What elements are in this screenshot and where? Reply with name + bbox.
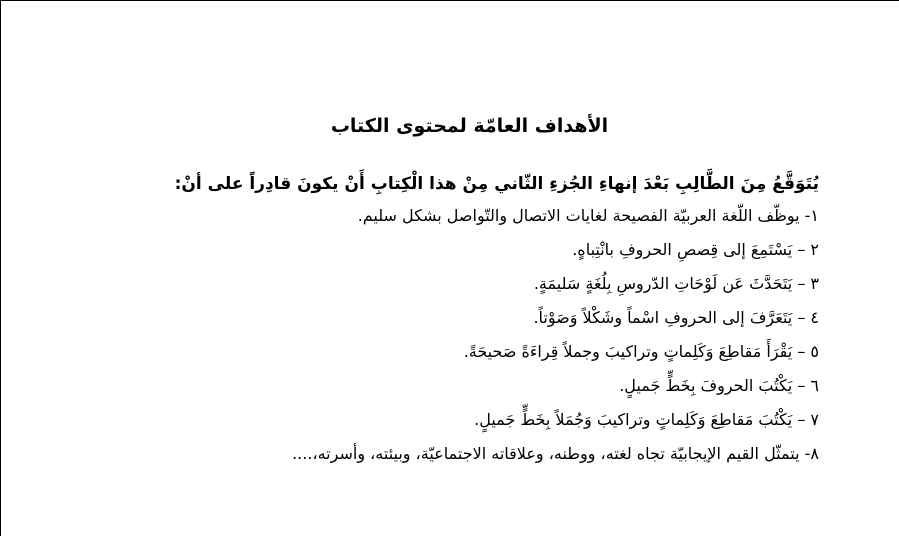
goal-item: ٢ – يَسْتَمِعَ إلى قِصصِ الحروفِ بانْتِباهٍ. xyxy=(572,240,819,259)
goal-item: ٨- يتمثّل القيم الإيجابيّة تجاه لغته، ووطنه، وعلاقاته الاجتماعيّة، وبيئته، وأسرته،.... xyxy=(292,444,819,463)
goal-item: ٧ – يَكْتُبَ مَقاطِعَ وَكَلِماتٍ وتراكيبَ وَجُمَلاً بِخَطٍّ جَميلٍ. xyxy=(474,410,819,429)
goal-item: ٣ – يَتَحَدَّثَ عَن لَوْحَاتِ الدّروسِ بِلُغَةٍ سَليمَةٍ. xyxy=(533,274,819,293)
intro-sentence: يُتَوَقَّعُ مِنَ الطَّالِبِ بَعْدَ إنهاءِ الجُزءِ الثّاني مِنْ هذا الْكِتابِ أَنْ يكونَ قادِراً على أنْ: xyxy=(174,174,819,194)
document-title: الأهداف العامّة لمحتوى الكتاب xyxy=(330,115,609,137)
goal-item: ٤ – يَتَعَرَّفَ إلى الحروفِ اسْماً وشَكْلاً وَصَوْتاً. xyxy=(533,308,819,327)
goal-item: ٦ – يَكْتُبَ الحروفَ بِخَطٍّ جَميلٍ. xyxy=(619,376,819,395)
goal-item: ٥ – يَقْرَأَ مَقاطِعَ وَكَلِماتٍ وتراكيبَ وجملاً قِراءَةً صَحيحَةً. xyxy=(463,342,819,361)
goal-item: ١- يوظّف اللّغة العربيّة الفصيحة لغايات الاتصال والتّواصل بشكل سليم. xyxy=(357,206,819,225)
goals-list xyxy=(292,202,819,474)
